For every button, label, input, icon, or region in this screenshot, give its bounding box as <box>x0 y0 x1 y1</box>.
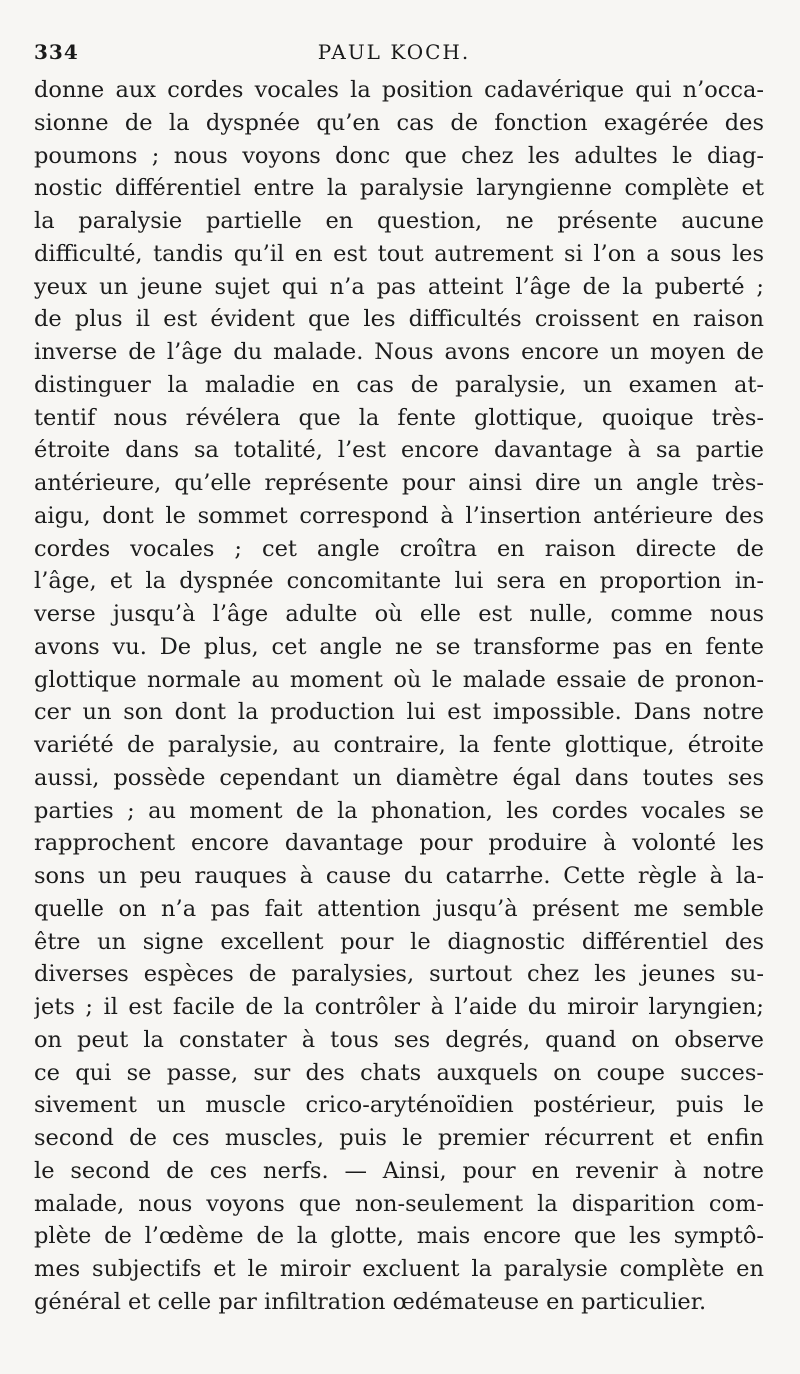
text-line: yeux un jeune sujet qui n’a pas atteint l’âge de la puberté ; <box>34 273 764 300</box>
text-line: difficulté, tandis qu’il en est tout autrement si l’on a sous les <box>34 240 764 267</box>
text-line: l’âge, et la dyspnée concomitante lui sera en proportion in- <box>34 568 764 595</box>
text-line: sivement un muscle crico-aryténoïdien postérieur, puis le <box>34 1092 764 1119</box>
text-line: poumons ; nous voyons donc que chez les adultes le diag- <box>34 142 764 169</box>
text-line: diverses espèces de paralysies, surtout chez les jeunes su- <box>34 961 764 988</box>
text-line: ce qui se passe, sur des chats auxquels on coupe succes- <box>34 1059 764 1086</box>
running-head: PAUL KOCH. <box>317 40 471 64</box>
text-line: sionne de la dyspnée qu’en cas de fonction exagérée des <box>34 109 764 136</box>
text-line: verse jusqu’à l’âge adulte où elle est nulle, comme nous <box>34 601 764 627</box>
text-line: la paralysie partielle en question, ne présente aucune <box>34 208 764 234</box>
text-line: nostic différentiel entre la paralysie laryngienne complète et <box>34 175 764 202</box>
text-line: aigu, dont le sommet correspond à l’insertion antérieure des <box>34 502 764 529</box>
text-line: général et celle par infiltration œdémateuse en particulier. <box>34 1288 707 1315</box>
page-header <box>34 36 754 70</box>
text-line: jets ; il est facile de la contrôler à l’aide du miroir laryngien; <box>34 994 764 1020</box>
page-number: 334 <box>34 40 79 64</box>
text-line: le second de ces nerfs. — Ainsi, pour en revenir à notre <box>34 1157 764 1184</box>
text-line: sons un peu rauques à cause du catarrhe. Cette règle à la- <box>34 863 764 889</box>
text-line: cer un son dont la production lui est impossible. Dans notre <box>34 699 764 726</box>
text-line: avons vu. De plus, cet angle ne se transforme pas en fente <box>34 633 764 660</box>
text-line: inverse de l’âge du malade. Nous avons encore un moyen de <box>34 339 764 365</box>
text-line: cordes vocales ; cet angle croîtra en raison directe de <box>34 535 764 562</box>
text-line: second de ces muscles, puis le premier récurrent et enfin <box>34 1125 764 1151</box>
body-text <box>34 74 764 1319</box>
text-line: malade, nous voyons que non-seulement la disparition com- <box>34 1190 764 1217</box>
text-line: glottique normale au moment où le malade essaie de pronon- <box>34 666 764 693</box>
text-line: parties ; au moment de la phonation, les cordes vocales se <box>34 797 764 824</box>
text-line: antérieure, qu’elle représente pour ainsi dire un angle très- <box>34 470 764 496</box>
text-line: de plus il est évident que les difficultés croissent en raison <box>34 306 764 333</box>
text-line: variété de paralysie, au contraire, la fente glottique, étroite <box>34 732 764 758</box>
text-line: donne aux cordes vocales la position cadavérique qui n’occa- <box>34 77 764 103</box>
text-line: mes subjectifs et le miroir excluent la paralysie complète en <box>34 1256 764 1282</box>
text-line: tentif nous révélera que la fente glottique, quoique très- <box>34 404 764 431</box>
text-line: étroite dans sa totalité, l’est encore davantage à sa partie <box>34 437 764 464</box>
text-line: on peut la constater à tous ses degrés, quand on observe <box>34 1026 764 1053</box>
text-line: quelle on n’a pas fait attention jusqu’à présent me semble <box>34 895 764 922</box>
text-line: plète de l’œdème de la glotte, mais encore que les symptô- <box>34 1223 764 1250</box>
text-line: aussi, possède cependant un diamètre égal dans toutes ses <box>34 764 764 791</box>
text-line: distinguer la maladie en cas de paralysie, un examen at- <box>34 371 764 398</box>
text-line: être un signe excellent pour le diagnostic différentiel des <box>34 928 764 955</box>
text-line: rapprochent encore davantage pour produire à volonté les <box>34 830 764 857</box>
